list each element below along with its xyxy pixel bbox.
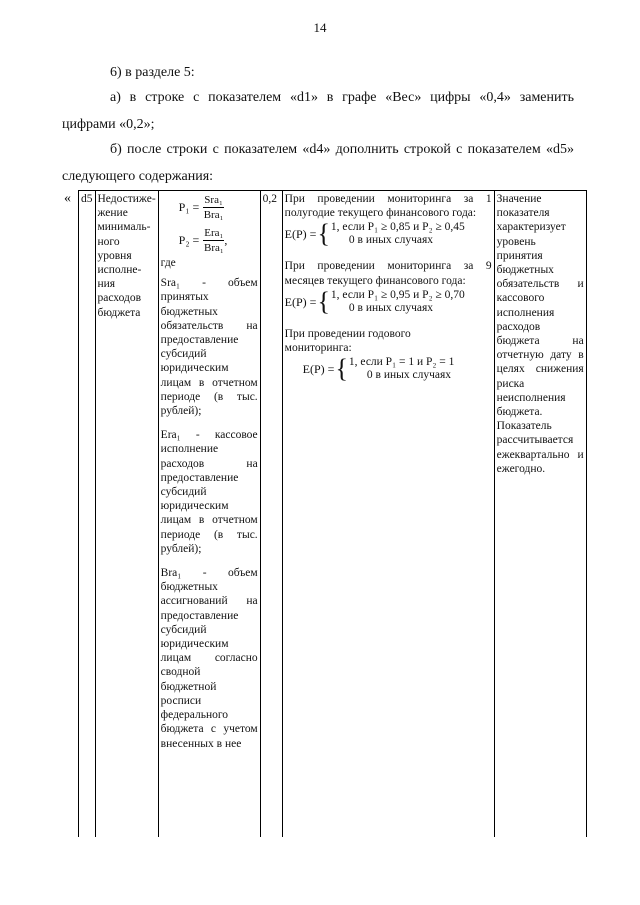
formula-p2-denominator: Bra₁ xyxy=(203,242,224,254)
paragraph-section-5: 6) в разделе 5: xyxy=(110,65,195,80)
page-number: 14 xyxy=(313,20,327,35)
formula-p2-comma: , xyxy=(224,233,228,248)
criterion-half-year-formula xyxy=(285,221,492,247)
indicator-name-line: Недостиже- xyxy=(97,193,156,205)
criterion-nine-months-lhs: E(P) = xyxy=(284,294,317,309)
formula-p1 xyxy=(179,194,258,221)
indicator-name-line: жение xyxy=(97,207,128,220)
criterion-annual-lhs: E(P) = xyxy=(302,362,335,377)
formula-p1-lhs: P₁ = xyxy=(178,200,200,215)
criterion-half-year-case1: 1, если P₁ ≥ 0,85 и P₂ ≥ 0,45 xyxy=(330,221,465,234)
criterion-half-year-lhs: E(P) = xyxy=(284,227,317,242)
indicator-name-line: бюджета xyxy=(97,306,141,319)
indicator-code-cell: d5 xyxy=(79,191,96,837)
indicator-periodicity: Показатель рассчитывается ежеквартально и ежегодно. xyxy=(496,420,584,475)
indicator-name-line: уровня xyxy=(97,249,132,262)
table-row xyxy=(79,191,587,837)
brace-icon: { xyxy=(317,219,330,249)
formula-p1-fraction xyxy=(203,194,224,221)
indicator-meaning: Значение показателя характеризует уровень принятия бюджетных обязательств и кассового исполнения расходов бюджета на отчетную дату в целях снижения риска неисполнения бюджета. xyxy=(496,193,584,419)
criterion-nine-months-case2: 0 в иных случаях xyxy=(348,301,434,314)
paragraph-b-line1: б) после строки с показателем «d4» дополнить строкой с показателем «d5» xyxy=(110,142,574,157)
definition-sra: Sra₁ - объем принятых бюджетных обязательств на предоставление субсидий юридическим лицам в отчетном периоде (в тыс. рублей); xyxy=(160,277,258,418)
criterion-annual-case1: 1, если P₁ = 1 и P₂ = 1 xyxy=(348,356,455,369)
paragraph-a-line1: а) в строке с показателем «d1» в графе «Вес» цифры «0,4» заменить xyxy=(110,90,574,105)
formula-p2-numerator: Era₁ xyxy=(204,227,224,239)
indicator-name-line: исполне- xyxy=(97,264,142,277)
indicator-name-line: расходов xyxy=(97,292,142,305)
indicator-name-line: ного xyxy=(97,235,120,248)
definition-era: Era₁ - кассовое исполнение расходов на предоставление субсидий юридическим лицам в отчетном периоде (в тыс. рублей); xyxy=(160,429,258,555)
formula-p2 xyxy=(179,227,258,254)
indicator-name xyxy=(98,192,156,320)
calculation-cell xyxy=(158,191,260,837)
where-label: где xyxy=(160,257,176,269)
brace-icon: { xyxy=(317,286,330,316)
opening-quote-mark: « xyxy=(64,191,71,206)
indicator-table xyxy=(78,190,587,837)
criterion-nine-months-formula xyxy=(284,286,492,316)
indicator-name-cell xyxy=(95,191,158,837)
formula-p1-numerator: Sra₁ xyxy=(204,194,223,206)
criterion-annual-formula xyxy=(303,356,492,382)
formula-p2-fraction xyxy=(203,227,224,254)
definition-bra: Bra₁ - объем бюджетных ассигнований на предоставление субсидий юридическим лицам согласно сводной бюджетной росписи федерального бюджета с учетом внесенных в нее xyxy=(160,567,258,750)
criterion-annual-text: При проведении годового мониторинга: xyxy=(284,327,411,355)
indicator-name-line: ния xyxy=(97,278,116,291)
indicator-name-line: минималь- xyxy=(97,221,151,234)
formula-p1-denominator: Bra₁ xyxy=(203,209,224,221)
criterion-nine-months-text: При проведении мониторинга за 9 месяцев текущего финансового года: xyxy=(284,260,492,287)
brace-icon: { xyxy=(335,354,348,384)
paragraph-b-line2: следующего содержания: xyxy=(62,169,214,184)
criterion-annual-case2: 0 в иных случаях xyxy=(366,369,452,382)
criteria-cell xyxy=(282,191,494,837)
criterion-half-year-case2: 0 в иных случаях xyxy=(348,234,434,247)
paragraph-a-line2: цифрами «0,2»; xyxy=(62,117,155,132)
criterion-nine-months-case1: 1, если P₁ ≥ 0,95 и P₂ ≥ 0,70 xyxy=(330,288,465,301)
formula-p2-lhs: P₂ = xyxy=(178,233,200,248)
criterion-half-year-text: При проведении мониторинга за 1 полугодие текущего финансового года: xyxy=(284,193,492,220)
weight-cell: 0,2 xyxy=(260,191,282,837)
meaning-cell xyxy=(494,191,586,837)
